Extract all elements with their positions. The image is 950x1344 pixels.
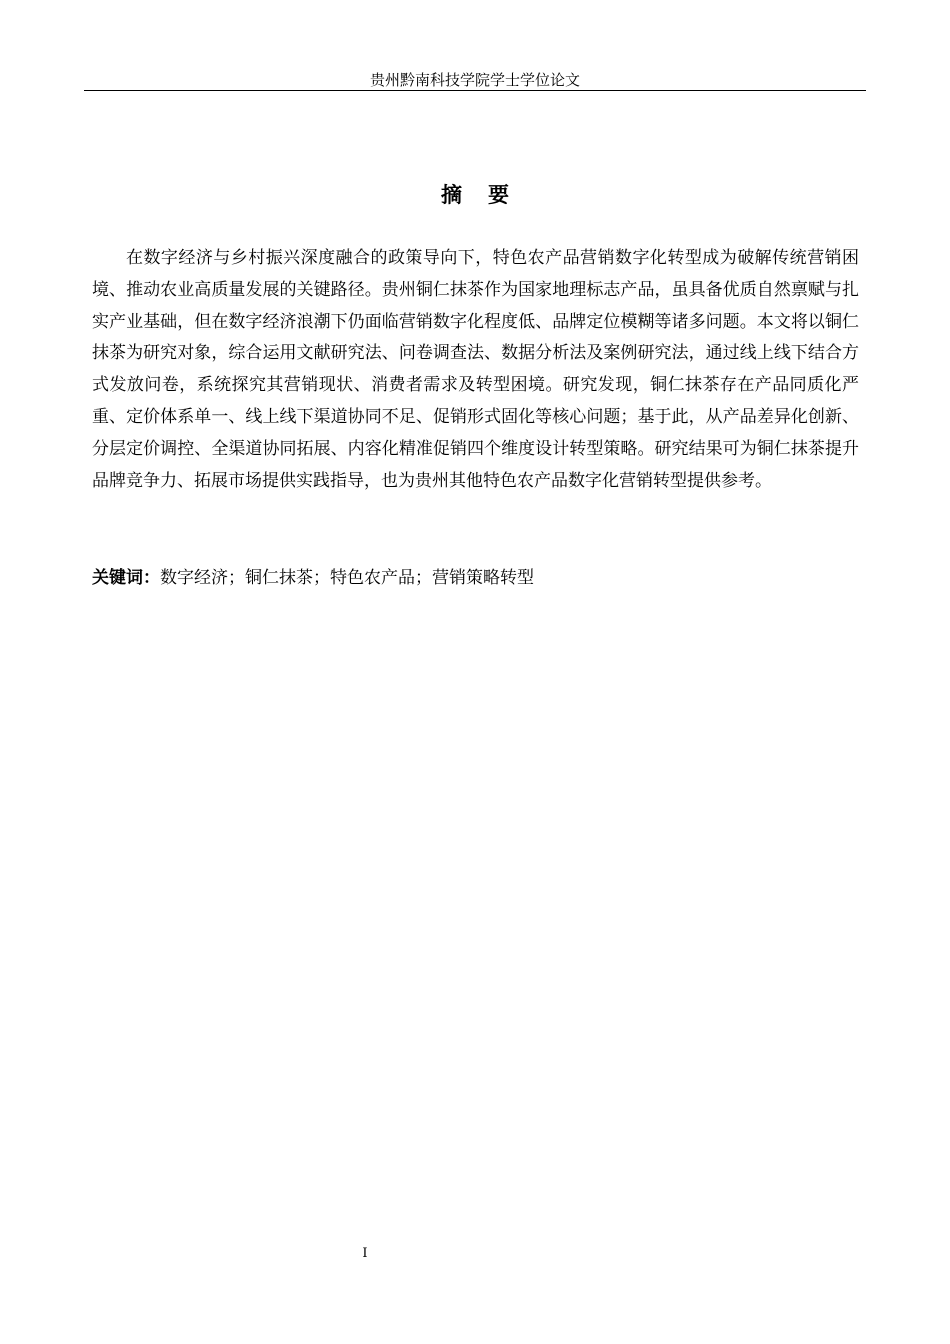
page-number: I: [362, 1246, 368, 1261]
header-rule: [84, 90, 866, 91]
abstract-title-part1: 摘: [441, 183, 462, 207]
keywords-label: 关键词：: [92, 568, 160, 588]
keywords-line: [92, 563, 859, 593]
abstract-title-part2: 要: [488, 183, 509, 207]
running-header: 贵州黔南科技学院学士学位论文: [369, 71, 580, 89]
abstract-title: [84, 180, 866, 210]
keywords-text: 数字经济；铜仁抹茶；特色农产品；营销策略转型: [160, 568, 534, 588]
abstract-body: 在数字经济与乡村振兴深度融合的政策导向下，特色农产品营销数字化转型成为破解传统营销困境、推动农业高质量发展的关键路径。贵州铜仁抹茶作为国家地理标志产品，虽具备优质自然禀赋与扎实产业基础，但在数字经济浪潮下仍面临营销数字化程度低、品牌定位模糊等诸多问题。本文将以铜仁抹茶为研究对象，综合运用文献研究法、问卷调查法、数据分析法及案例研究法，通过线上线下结合方式发放问卷，系统探究其营销现状、消费者需求及转型困境。研究发现，铜仁抹茶存在产品同质化严重、定价体系单一、线上线下渠道协同不足、促销形式固化等核心问题；基于此，从产品差异化创新、分层定价调控、全渠道协同拓展、内容化精准促销四个维度设计转型策略。研究结果可为铜仁抹茶提升品牌竞争力、拓展市场提供实践指导，也为贵州其他特色农产品数字化营销转型提供参考。: [92, 248, 859, 491]
